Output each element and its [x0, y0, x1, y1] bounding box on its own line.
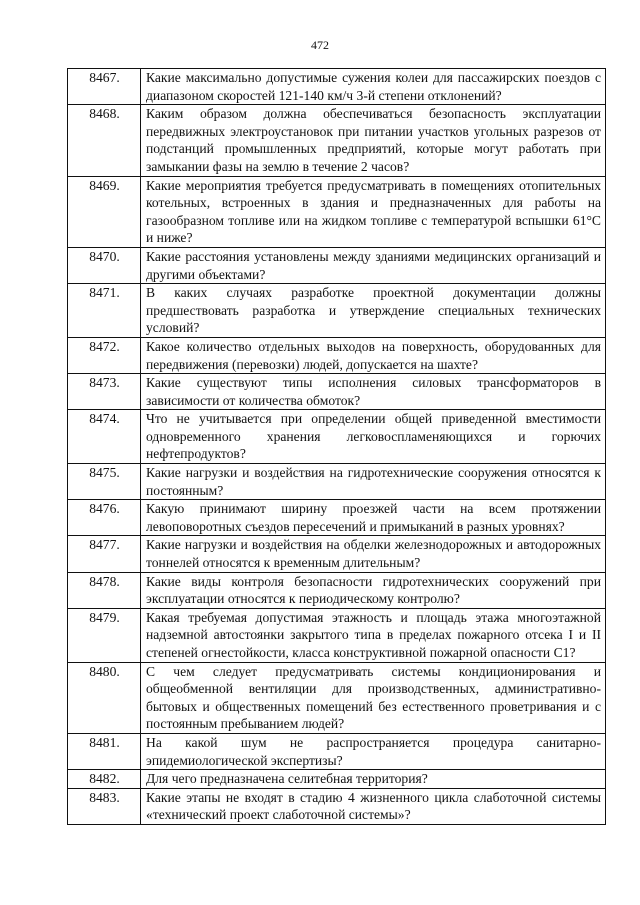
- question-number: 8481.: [68, 733, 141, 769]
- question-text: Для чего предназначена селитебная территория?: [141, 770, 606, 789]
- question-text: Что не учитывается при определении общей приведенной вместимости одновременного хранения легковоспламеняющихся и горючих нефтепродуктов?: [141, 410, 606, 464]
- question-text: С чем следует предусматривать системы кондиционирования и общеобменной вентиляции для производственных, административно-бытовых и общественных помещений без естественного проветривания и с постоянным пребыванием людей?: [141, 662, 606, 733]
- page-number: 472: [311, 38, 329, 52]
- table-row: [68, 105, 606, 176]
- question-number: 8474.: [68, 410, 141, 464]
- question-number: 8468.: [68, 105, 141, 176]
- table-row: [68, 284, 606, 338]
- question-number: 8478.: [68, 572, 141, 608]
- question-text: Какие виды контроля безопасности гидротехнических сооружений при эксплуатации относятся к периодическому контролю?: [141, 572, 606, 608]
- table-row: [68, 247, 606, 283]
- question-text: На какой шум не распространяется процедура санитарно-эпидемиологической экспертизы?: [141, 733, 606, 769]
- table-row: [68, 410, 606, 464]
- question-number: 8476.: [68, 500, 141, 536]
- table-row: [68, 770, 606, 789]
- question-number: 8469.: [68, 176, 141, 247]
- question-text: Какие мероприятия требуется предусматривать в помещениях отопительных котельных, встроенных в здания и предназначенных для работы на газообразном топливе или на жидком топливе с температурой вспышки 61°С и ниже?: [141, 176, 606, 247]
- question-number: 8480.: [68, 662, 141, 733]
- table-row: [68, 69, 606, 105]
- table-row: [68, 176, 606, 247]
- question-number: 8475.: [68, 464, 141, 500]
- question-text: Какие этапы не входят в стадию 4 жизненного цикла слаботочной системы «технический проект слаботочной системы»?: [141, 788, 606, 824]
- question-number: 8473.: [68, 374, 141, 410]
- table-row: [68, 608, 606, 662]
- table-row: [68, 572, 606, 608]
- table-row: [68, 536, 606, 572]
- table-row: [68, 788, 606, 824]
- table-row: [68, 374, 606, 410]
- question-text: Какие нагрузки и воздействия на гидротехнические сооружения относятся к постоянным?: [141, 464, 606, 500]
- question-number: 8482.: [68, 770, 141, 789]
- table-row: [68, 733, 606, 769]
- question-number: 8483.: [68, 788, 141, 824]
- question-text: Какая требуемая допустимая этажность и площадь этажа многоэтажной надземной автостоянки закрытого типа в пределах пожарного отсека I и II степеней огнестойкости, класса конструктивной пожарной опасности С1?: [141, 608, 606, 662]
- question-number: 8472.: [68, 337, 141, 373]
- table-row: [68, 464, 606, 500]
- question-number: 8470.: [68, 247, 141, 283]
- question-number: 8479.: [68, 608, 141, 662]
- question-text: Какие максимально допустимые сужения колеи для пассажирских поездов с диапазоном скоростей 121-140 км/ч 3-й степени отклонений?: [141, 69, 606, 105]
- question-text: В каких случаях разработке проектной документации должны предшествовать разработка и утверждение специальных технических условий?: [141, 284, 606, 338]
- question-number: 8477.: [68, 536, 141, 572]
- table-row: [68, 337, 606, 373]
- question-number: 8471.: [68, 284, 141, 338]
- question-text: Какие расстояния установлены между зданиями медицинских организаций и другими объектами?: [141, 247, 606, 283]
- question-text: Каким образом должна обеспечиваться безопасность эксплуатации передвижных электроустановок при питании участков угольных разрезов от подстанций промышленных предприятий, которые могут работать при замыкании фазы на землю в течение 2 часов?: [141, 105, 606, 176]
- question-text: Какие нагрузки и воздействия на обделки железнодорожных и автодорожных тоннелей относятся к временным длительным?: [141, 536, 606, 572]
- questions-table: [67, 68, 606, 825]
- question-text: Какую принимают ширину проезжей части на всем протяжении левоповоротных съездов пересечений и примыканий в разных уровнях?: [141, 500, 606, 536]
- table-row: [68, 500, 606, 536]
- question-number: 8467.: [68, 69, 141, 105]
- question-text: Какое количество отдельных выходов на поверхность, оборудованных для передвижения (перевозки) людей, допускается на шахте?: [141, 337, 606, 373]
- question-text: Какие существуют типы исполнения силовых трансформаторов в зависимости от количества обмоток?: [141, 374, 606, 410]
- table-row: [68, 662, 606, 733]
